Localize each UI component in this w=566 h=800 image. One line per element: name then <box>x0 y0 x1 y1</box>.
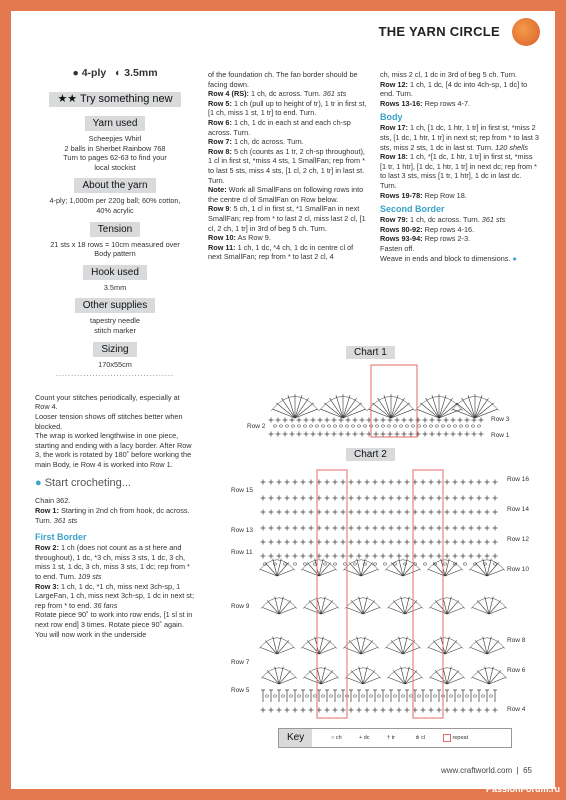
hook-used-info: 3.5mm <box>103 282 127 292</box>
svg-text:Row 5: Row 5 <box>231 687 250 694</box>
svg-text:Row 13: Row 13 <box>231 527 254 534</box>
svg-text:Row 6: Row 6 <box>507 667 526 674</box>
rows-93-94: Rows 93-94: Rep rows 2-3. <box>380 234 471 244</box>
weight-hook-line <box>35 66 195 80</box>
page-number: 65 <box>523 766 532 775</box>
yarn-ball-icon <box>512 18 540 46</box>
row-6: Row 6: 1 ch, 1 dc in each st and each ch-sp across. Turn. <box>208 117 351 137</box>
svg-text:Row 11: Row 11 <box>231 549 253 556</box>
key-box <box>278 728 512 748</box>
row-10: Row 10: As Row 9. <box>208 233 271 243</box>
chart-2-right-labels <box>507 476 529 713</box>
about-yarn-title: About the yarn <box>74 178 155 193</box>
svg-text:Row 12: Row 12 <box>507 536 530 543</box>
chart-1-repeat-box <box>371 365 417 437</box>
start-crocheting-heading: ● Start crocheting... <box>35 477 131 490</box>
watermark: PassionForum.ru <box>485 784 560 794</box>
chart-2-title: Chart 2 <box>346 448 395 461</box>
key-cl: ⋔ cl <box>415 735 426 741</box>
other-supplies-title: Other supplies <box>75 298 155 313</box>
chart-1-label-row-1: Row 1 <box>491 432 510 439</box>
svg-text:Row 8: Row 8 <box>507 637 526 644</box>
column-3: ch, miss 2 cl, 1 dc in 3rd of beg 5 ch. Turn. Row 12: 1 ch, 1 dc, [4 dc into 4ch-sp, 1 dc] to end. Turn. Rows 13-16: Rep rows 4-7. Body Row 17: 1 ch, [1 dc, 1 htr, 1 tr] in first st, *miss 2 sts, [1 dc, 1 htr, 1 tr] in next st; rep from * to last 3 sts, miss 2 sts, 1 dc in last st. Turn. 120 shells Row 18: 1 ch, *[1 dc, 1 htr, 1 tr] in first st, *miss [1 tr, 1 htr], [1 dc, 1 htr, 1 tr] in next dc; rep from * to last 3 sts, miss [1 tr, 1 htr], 1 dc in last dc. Turn. Rows 19-78: Rep Row 18. Second Border Row 79: 1 ch, dc across. Turn. 361 sts Rows 80-92: Rep rows 4-16. Rows 93-94: Rep rows 2-3. Fasten off. Weave in ends and block to dimensions. ● <box>380 70 539 263</box>
other-supplies-info: tapestry needle stitch marker <box>90 316 140 335</box>
dotted-divider: ....................................... <box>55 369 175 379</box>
key-repeat: repeat <box>443 729 468 747</box>
chart-1-symbols <box>269 394 500 437</box>
footer-site: www.craftworld.com <box>441 766 513 775</box>
column-2: of the foundation ch. The fan border should be facing down. Row 4 (RS): 1 ch, dc across. Turn. 361 sts Row 5: 1 ch (pull up to height of tr), 1 tr in first st, [1 ch, miss 1 st, 1 tr] to end. Turn. Row 6: 1 ch, 1 dc in each st and each ch-sp across. Turn. Row 7: 1 ch, dc across. Turn. Row 8: 5 ch (counts as 1 tr, 2 ch-sp throughout), 1 cl in first st, *miss 4 sts, 1 SmallFan; rep from * to last 5 sts, miss 4 sts, [1 cl, 2 ch, 1 tr] in last st. Turn. Note: Work all SmallFans on following rows into the centre cl of SmallFan on Row below. Row 9: 5 ch, 1 cl in first st, *1 SmallFan in next SmallFan; rep from * to last 2 cl, miss last 2 cl, [1 cl, 2 ch, 1 tr] in 3rd of beg 5 ch. Turn. Row 10: As Row 9. Row 11: 1 ch, 1 dc, *4 ch, 1 dc in centre cl of next SmallFan; rep from * to last 2 cl, 4 <box>208 70 367 262</box>
yarn-used-info: Scheepjes Whirl 2 balls in Sherbet Rainbow 768 Turn to pages 62-63 to find your local stockist <box>63 134 167 172</box>
notes: Count your stitches periodically, especially at Row 4. Looser tension shows off stitches better when blocked. The wrap is worked lengthwise in one piece, starting and ending with a lacy border. After Row 3, the work is rotated by 180˚ before working the main Body, ie Row 4 is worked into Row 1. <box>35 392 192 469</box>
svg-text:Row 4: Row 4 <box>507 706 526 713</box>
row-12: Row 12: 1 ch, 1 dc, [4 dc into 4ch-sp, 1 dc] to end. Turn. <box>380 79 528 99</box>
row-7: Row 7: 1 ch, dc across. Turn. <box>208 137 304 147</box>
bullet-icon: ● <box>35 477 42 490</box>
svg-text:Row 9: Row 9 <box>231 603 250 610</box>
column-1: ● 4-ply ◐ 3.5mm ★★ Try something new Yarn used Scheepjes Whirl 2 balls in Sherbet Rainbow 768 Turn to pages 62-63 to find your local stockist About the yarn 4-ply; 1,000m per 220g ball; 60% cotton, 40% acrylic Tension 21 sts x 18 rows = 10cm measured over Body pattern Hook used 3.5mm Other supplies tapestry needle stitch marker Sizing 170x55cm ....................................... Count your stitches periodically, especially at Row 4. Looser tension shows off stitches better when blocked. The wrap is worked lengthwise in one piece, starting and ending with a lacy border. After Row 3, the work is rotated by 180˚ before working the main Body, ie Row 4 is worked into Row 1. ● Start crocheting... Chain 362. Row 1: Starting in 2nd ch from hook, dc across. Turn. 361 sts First Border Row 2: 1 ch (does not count as a st here and throughout), 1 dc, *3 ch, miss 3 sts, 1 dc, 3 ch, miss 1 st, 1 dc, 3 ch, miss 3 sts, 1 dc; rep from * to end. Turn. 109 sts Row 3: 1 ch, 1 dc, *1 ch, miss next 3ch-sp, 1 LargeFan, 1 ch, miss next 3ch-sp, 1 dc in next st; rep from * to end. 36 fans Rotate piece 90˚ to work into row ends, [1 sl st in next row end] 3 times. Rotate piece 90˚ again. You will now work in the underside <box>35 67 194 639</box>
first-border-heading: First Border <box>35 532 87 543</box>
svg-text:Row 14: Row 14 <box>507 506 530 513</box>
svg-text:Row 7: Row 7 <box>231 659 250 666</box>
hook-used-title: Hook used <box>83 265 147 280</box>
row-11: Row 11: 1 ch, 1 dc, *4 ch, 1 dc in centre cl of next SmallFan; rep from * to last 2 cl, 4 <box>208 242 354 262</box>
hook-size-top: 3.5mm <box>124 67 158 79</box>
second-border-heading: Second Border <box>380 204 445 215</box>
key-dc: + dc <box>359 735 370 741</box>
rotate-instruction: Rotate piece 90˚ to work into row ends, [1 sl st in next row end] 3 times. Rotate piece 90˚ again. You will now work in the underside <box>35 610 193 639</box>
key-ch: ○ ch <box>331 735 342 741</box>
row-9: Row 9: 5 ch, 1 cl in first st, *1 SmallFan in next SmallFan; rep from * to last 2 cl, miss last 2 cl, [1 cl, 2 ch, 1 tr] in 3rd of beg 5 ch. Turn. <box>208 204 366 233</box>
rows-80-92: Rows 80-92: Rep rows 4-16. <box>380 224 475 234</box>
yarn-weight: 4-ply <box>81 67 107 79</box>
row-79: Row 79: 1 ch, dc across. Turn. 361 sts <box>380 215 506 225</box>
row-18: Row 18: 1 ch, *[1 dc, 1 htr, 1 tr] in first st, *miss [1 tr, 1 htr], [1 dc, 1 htr, 1 tr] in next dc; rep from * to last 3 sts, miss [1 tr, 1 htr], 1 dc in last dc. Turn. <box>380 152 537 190</box>
row-5: Row 5: 1 ch (pull up to height of tr), 1 tr in first st, [1 ch, miss 1 st, 1 tr] to end. Turn. <box>208 98 367 118</box>
row-3: Row 3: 1 ch, 1 dc, *1 ch, miss next 3ch-sp, 1 LargeFan, 1 ch, miss next 3ch-sp, 1 dc in next st; rep from * to end. 36 fans <box>35 581 194 610</box>
row-17: Row 17: 1 ch, [1 dc, 1 htr, 1 tr] in first st, *miss 2 sts, [1 dc, 1 htr, 1 tr] in next st; rep from * to last 3 sts, miss 2 sts, 1 dc in last st. Turn. 120 shells <box>380 123 539 152</box>
chart-1-title: Chart 1 <box>346 346 395 359</box>
svg-text:Row 10: Row 10 <box>507 566 530 573</box>
key-title: Key <box>279 729 312 747</box>
row-4: Row 4 (RS): 1 ch, dc across. Turn. 361 sts <box>208 89 347 99</box>
sizing-info: 170x55cm ....................................... <box>35 360 195 379</box>
sizing-title: Sizing <box>93 342 136 357</box>
chart-1 <box>225 360 545 445</box>
note: Note: Work all SmallFans on following rows into the centre cl of SmallFan on Row below. <box>208 185 364 204</box>
chart-1-label-row-3: Row 3 <box>491 416 510 423</box>
difficulty-badge: ★★ Try something new <box>49 92 180 107</box>
key-tr: † tr <box>387 735 395 741</box>
hook-icon: ◐ <box>115 67 122 79</box>
end-dot-icon: ● <box>512 253 517 263</box>
chart-1-label-row-2: Row 2 <box>247 423 266 430</box>
tension-title: Tension <box>90 222 140 237</box>
footer: www.craftworld.com | 65 <box>441 766 532 775</box>
yarn-weight-icon: ● <box>72 67 79 79</box>
brand-title: THE YARN CIRCLE <box>378 24 500 39</box>
about-yarn-info: 4-ply; 1,000m per 220g ball; 60% cotton, 40% acrylic <box>49 196 181 215</box>
row-2: Row 2: 1 ch (does not count as a st here and throughout), 1 dc, *3 ch, miss 3 sts, 1 dc, 3 ch, miss 1 st, 1 dc, 3 ch, miss 3 sts, 1 dc; rep from * to end. Turn. 109 sts <box>35 543 190 582</box>
tension-info: 21 sts x 18 rows = 10cm measured over Body pattern <box>50 239 180 259</box>
rows-13-16: Rows 13-16: Rep rows 4-7. <box>380 98 471 108</box>
chart-2-left-labels <box>231 487 253 694</box>
rows-19-78: Rows 19-78: Rep Row 18. <box>380 190 467 200</box>
row-1: Row 1: Starting in 2nd ch from hook, dc across. Turn. 361 sts <box>35 506 190 525</box>
body-heading: Body <box>380 112 403 123</box>
chart-2 <box>225 464 545 726</box>
row-8: Row 8: 5 ch (counts as 1 tr, 2 ch-sp throughout), 1 cl in first st, *miss 4 sts, 1 SmallFan; rep from * to last 5 sts, miss 4 sts, [1 cl, 2 ch, 1 tr] in last st. Turn. <box>208 146 365 185</box>
chart-2-symbols <box>259 480 507 713</box>
svg-text:Row 16: Row 16 <box>507 476 530 483</box>
svg-text:Row 15: Row 15 <box>231 487 254 494</box>
star-icon: ★★ <box>57 93 78 105</box>
yarn-used-title: Yarn used <box>85 116 146 131</box>
